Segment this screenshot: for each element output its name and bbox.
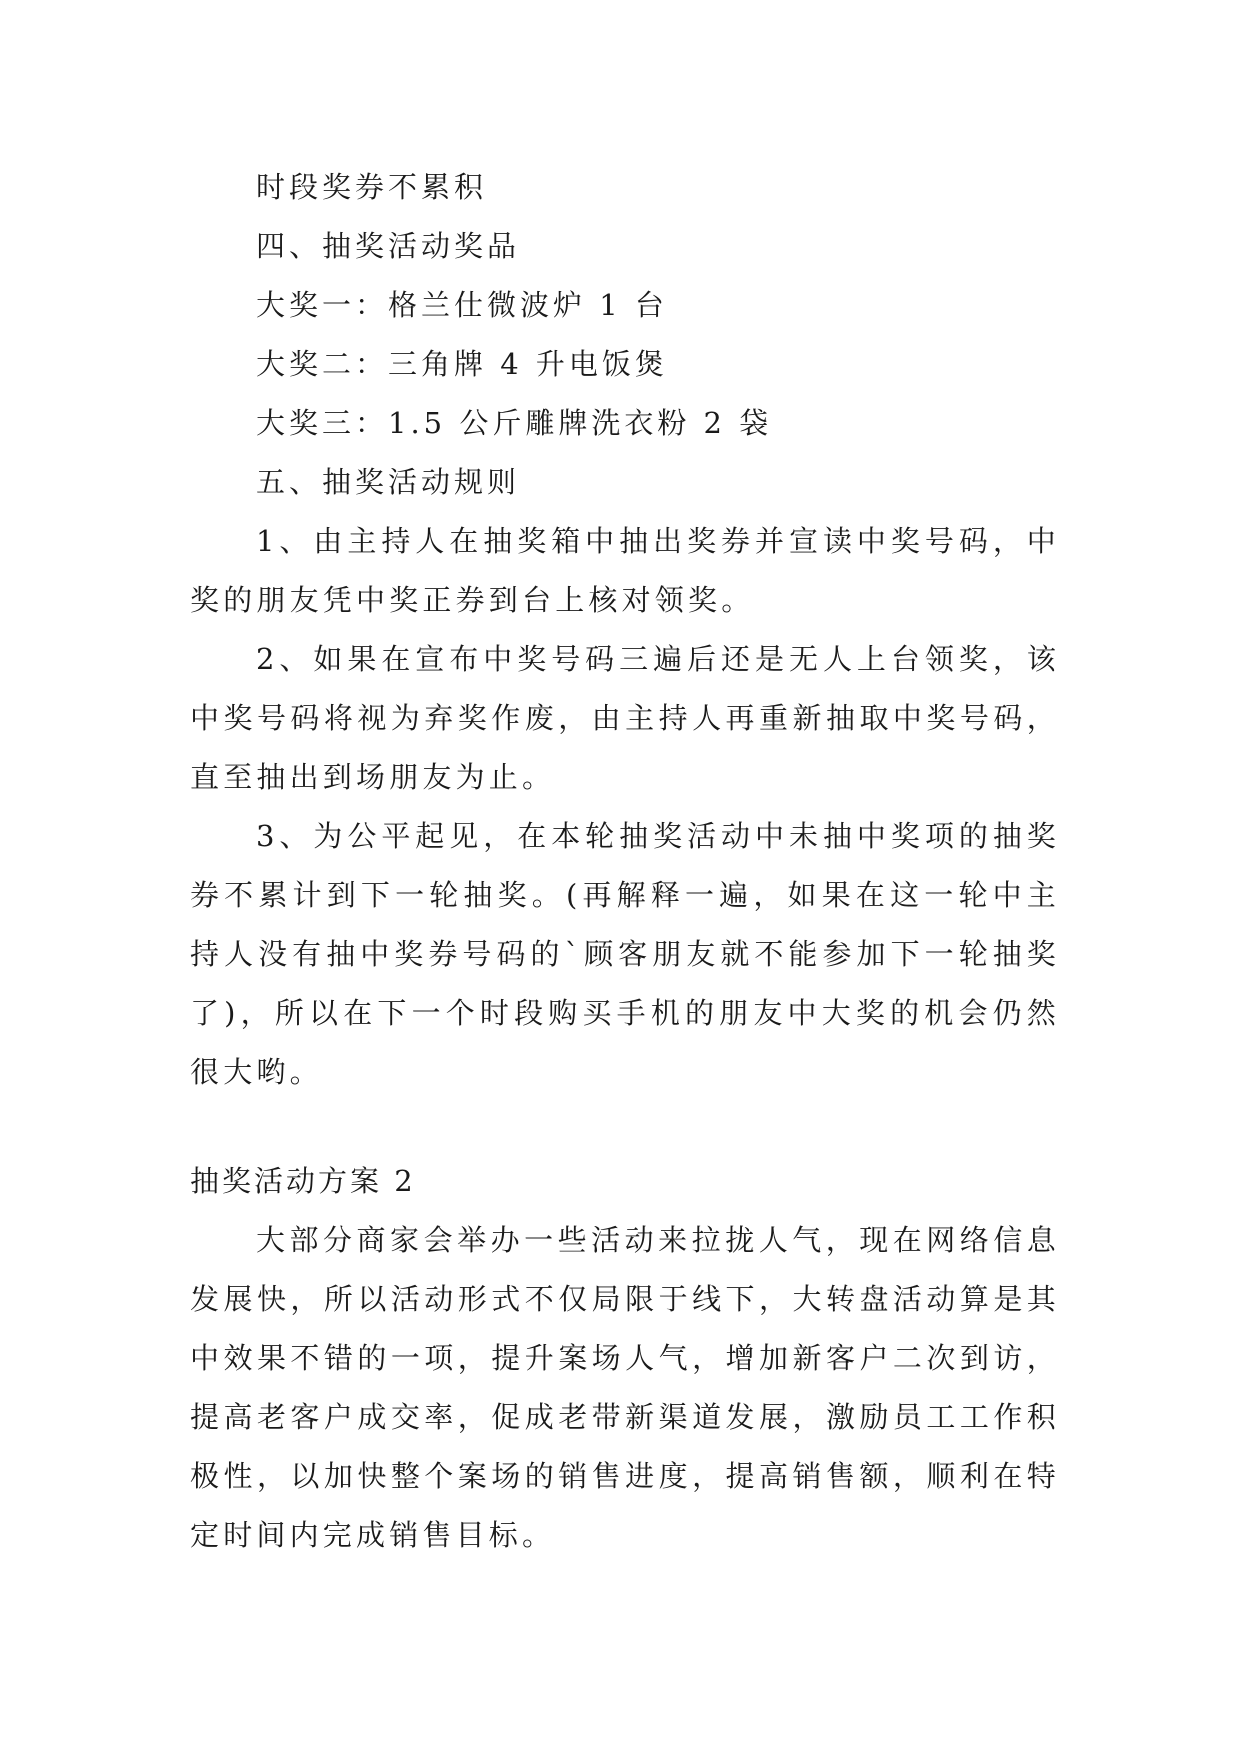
prize-2: 大奖二：三角牌 4 升电饭煲 [256,347,668,381]
heading-prizes: 四、抽奖活动奖品 [256,229,521,263]
section-gap [190,1102,1060,1152]
rule-1: 1、由主持人在抽奖箱中抽出奖券并宣读中奖号码，中奖的朋友凭中奖正券到台上核对领奖。 [190,524,1060,617]
heading-rules: 五、抽奖活动规则 [256,465,521,499]
section2-title: 抽奖活动方案 2 [190,1164,416,1198]
section2-paragraph: 大部分商家会举办一些活动来拉拢人气，现在网络信息发展快，所以活动形式不仅局限于线下，大转盘活动算是其中效果不错的一项，提升案场人气，增加新客户二次到访，提高老客户成交率，促成老带新渠道发展，激励员工工作积极性，以加快整个案场的销售进度，提高销售额，顺利在特定时间内完成销售目标。 [190,1223,1060,1552]
document-body [190,158,1060,1565]
text-line-time-slot: 时段奖券不累积 [256,170,488,204]
prize-1: 大奖一：格兰仕微波炉 1 台 [256,288,668,322]
rule-2: 2、如果在宣布中奖号码三遍后还是无人上台领奖，该中奖号码将视为弃奖作废，由主持人再重新抽取中奖号码，直至抽出到场朋友为止。 [190,642,1060,794]
rule-3: 3、为公平起见，在本轮抽奖活动中未抽中奖项的抽奖券不累计到下一轮抽奖。(再解释一遍，如果在这一轮中主持人没有抽中奖券号码的`顾客朋友就不能参加下一轮抽奖了)，所以在下一个时段购买手机的朋友中大奖的机会仍然很大哟。 [190,819,1060,1089]
prize-3: 大奖三：1.5 公斤雕牌洗衣粉 2 袋 [256,406,773,440]
